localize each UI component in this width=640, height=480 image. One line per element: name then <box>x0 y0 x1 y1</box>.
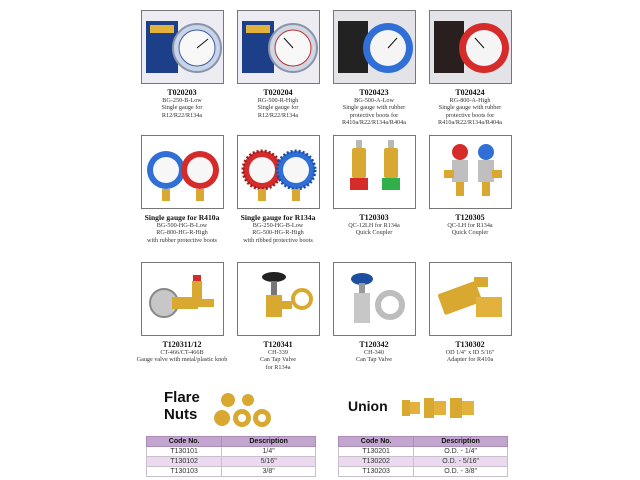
brass-fitting-icon <box>208 392 276 432</box>
table-row <box>339 467 508 477</box>
brass-fitting-icon <box>398 392 478 424</box>
product-t020423 <box>326 10 422 127</box>
col-code-header: Code No. <box>339 437 414 447</box>
product-desc: QC-12LH for R134a Quick Coupler <box>348 222 400 237</box>
code-cell: T130202 <box>339 457 414 467</box>
product-code: T120341 <box>263 340 293 349</box>
description-cell: 5/16" <box>222 457 316 467</box>
product-code: T120305 <box>455 213 485 222</box>
description-cell: O.D. - 1/4" <box>414 447 508 457</box>
union-heading: Union <box>348 398 388 414</box>
table-row <box>339 447 508 457</box>
code-cell: T130101 <box>147 447 222 457</box>
code-cell: T130203 <box>339 467 414 477</box>
code-cell: T130103 <box>147 467 222 477</box>
product-desc: BG-500-HG-B-Low RG-800-HG-R-High with rubber protective boots <box>147 222 217 244</box>
coupler-icon <box>333 135 416 209</box>
description-cell: O.D. - 3/8" <box>414 467 508 477</box>
product-title: Single gauge for R410a <box>144 213 220 222</box>
product-desc: RG-800-A-High Single gauge with rubber protective boots for R410a/R22/R134a/R404a <box>438 97 502 127</box>
product-t120342 <box>326 262 422 364</box>
catalog-page <box>128 0 518 480</box>
description-cell: 1/4" <box>222 447 316 457</box>
description-cell: O.D. - 5/16" <box>414 457 508 467</box>
table-row <box>147 467 316 477</box>
product-code: T120342 <box>359 340 389 349</box>
code-cell: T130201 <box>339 447 414 457</box>
product-code: T120303 <box>359 213 389 222</box>
product-code: T130302 <box>455 340 485 349</box>
flare-heading-line1: Flare <box>164 389 200 406</box>
product-title: Single gauge for R134a <box>240 213 316 222</box>
product-desc: QC-LH for R134a Quick Coupler <box>447 222 493 237</box>
product-t120341 <box>230 262 326 371</box>
product-desc: CH-339 Can Tap Valve for R134a <box>259 349 297 371</box>
coupler-icon <box>429 135 512 209</box>
col-description-header: Description <box>222 437 316 447</box>
product-desc: OD 1/4" x ID 5/16" Adapter for R410a <box>445 349 495 364</box>
product-t020204 <box>230 10 326 119</box>
product-desc: CH-340 Can Tap Valve <box>355 349 393 364</box>
product-desc: BG-500-A-Low Single gauge with rubber protective boots for R410a/R22/R134a/R404a <box>342 97 406 127</box>
adapter-icon <box>429 262 512 336</box>
gauge-icon <box>333 10 416 84</box>
union-table <box>338 436 508 477</box>
product-t120311-12 <box>134 262 230 364</box>
product-desc: BG-250-HG-B-Low RG-500-HG-R-High with ribbed protective boots <box>243 222 313 244</box>
gauge-icon <box>429 10 512 84</box>
gauge-pair-icon <box>141 135 224 209</box>
product-t020424 <box>422 10 518 127</box>
flare-heading <box>164 389 200 423</box>
flare-heading-line2: Nuts <box>164 406 198 423</box>
product-code: T020424 <box>455 88 485 97</box>
table-row <box>147 447 316 457</box>
product-code: T020204 <box>263 88 293 97</box>
product-single-gauge-r410a <box>134 135 230 244</box>
product-desc: RG-500-R-High Single gauge for R12/R22/R134a <box>257 97 299 119</box>
table-row <box>339 457 508 467</box>
valve-icon <box>237 262 320 336</box>
flare-nuts-table <box>146 436 316 477</box>
valve-icon <box>141 262 224 336</box>
product-code: T020203 <box>167 88 197 97</box>
col-description-header: Description <box>414 437 508 447</box>
product-single-gauge-r134a <box>230 135 326 244</box>
gauge-icon <box>237 10 320 84</box>
product-t120305 <box>422 135 518 237</box>
product-t120303 <box>326 135 422 237</box>
table-row <box>147 457 316 467</box>
code-cell: T130102 <box>147 457 222 467</box>
product-code: T020423 <box>359 88 389 97</box>
valve-icon <box>333 262 416 336</box>
description-cell: 3/8" <box>222 467 316 477</box>
product-t020203 <box>134 10 230 119</box>
gauge-icon <box>141 10 224 84</box>
col-code-header: Code No. <box>147 437 222 447</box>
gauge-pair-icon <box>237 135 320 209</box>
product-desc: BG-250-B-Low Single gauge for R12/R22/R134a <box>161 97 203 119</box>
product-desc: CT-466/CT-466B Gauge valve with metal/plastic knob <box>136 349 228 364</box>
product-t130302 <box>422 262 518 364</box>
product-code: T120311/12 <box>162 340 202 349</box>
